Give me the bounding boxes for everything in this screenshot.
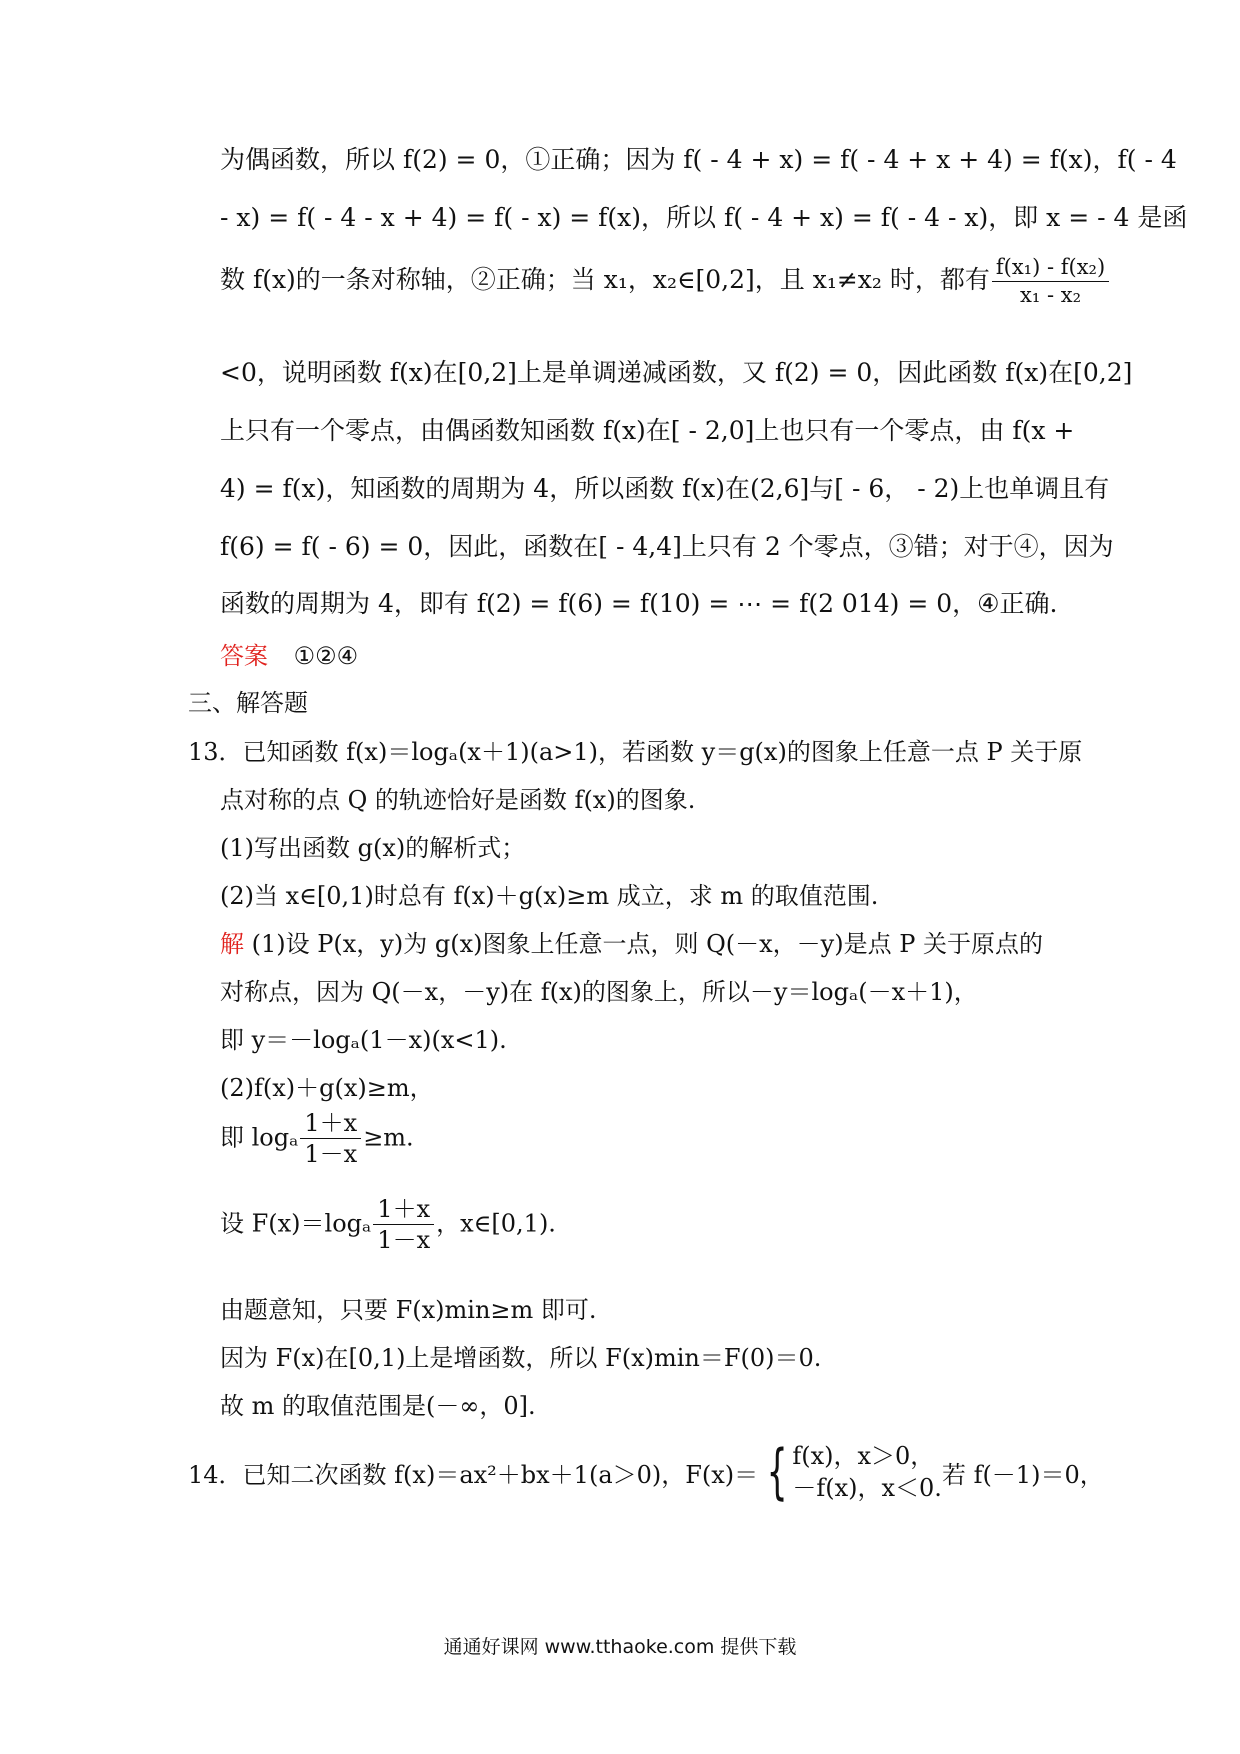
- answer-label: 答案: [220, 642, 268, 670]
- fraction-numerator: 1＋x: [300, 1110, 361, 1139]
- inequality-suffix: ≥m.: [363, 1123, 414, 1152]
- log-prefix: 即 logₐ: [220, 1123, 299, 1152]
- problem13-stem1: 已知函数 f(x)＝logₐ(x＋1)(a>1)，若函数 y＝g(x)的图象上任意一点 P 关于原: [242, 738, 1083, 766]
- footer: 通通好课网 www.tthaoke.com 提供下载: [443, 1636, 797, 1658]
- solution12-line3-text: 数 f(x)的一条对称轴，②正确；当 x₁，x₂∈[0,2]，且 x₁≠x₂ 时，都有: [220, 265, 990, 295]
- solution12-line3: [220, 256, 1111, 307]
- solution12-line1: 为偶函数，所以 f(2) = 0，①正确；因为 f( - 4 + x) = f( - 4 + x + 4) = f(x)，f( - 4: [220, 145, 1177, 174]
- solution12-line2: - x) = f( - 4 - x + 4) = f( - x) = f(x)，所以 f( - 4 + x) = f( - 4 - x)，即 x = - 4 是函: [220, 203, 1188, 232]
- problem14-piece: [188, 1437, 1104, 1508]
- problem13-solution-line6: [220, 1196, 556, 1254]
- problem13-solution-line1: [220, 924, 1043, 959]
- fraction-numerator: 1＋x: [373, 1196, 434, 1225]
- problem13-solution-line2: 对称点，因为 Q(－x，－y)在 f(x)的图象上，所以－y＝logₐ(－x＋1)，: [220, 978, 978, 1006]
- log-argument-fraction: [300, 1110, 361, 1168]
- fraction-denominator: 1－x: [377, 1226, 431, 1255]
- F-argument-fraction: [373, 1196, 434, 1254]
- F-domain: ，x∈[0,1).: [436, 1209, 556, 1238]
- piecewise-cases: [792, 1440, 942, 1505]
- fraction-numerator: f(x₁) - f(x₂): [992, 256, 1109, 282]
- problem13-solution-line5: [220, 1110, 414, 1168]
- problem13-solution-line3: 即 y＝－logₐ(1－x)(x<1).: [220, 1026, 507, 1054]
- problem13-sol1: (1)设 P(x，y)为 g(x)图象上任意一点，则 Q(－x，－y)是点 P 关于原点的: [244, 930, 1044, 958]
- problem13-number: 13．: [188, 738, 243, 766]
- case2: －f(x)，x＜0.: [792, 1474, 942, 1503]
- problem14-number: 14．: [188, 1460, 243, 1489]
- problem14-stem: [188, 1437, 1104, 1508]
- fraction-denominator: 1－x: [304, 1140, 358, 1169]
- F-definition-prefix: 设 F(x)＝logₐ: [220, 1209, 372, 1238]
- answer-value: ①②④: [293, 642, 359, 670]
- problem13-solution-line4: (2)f(x)＋g(x)≥m，: [220, 1074, 434, 1102]
- problem13-solution-line8: 因为 F(x)在[0,1)上是增函数，所以 F(x)min＝F(0)＝0.: [220, 1344, 822, 1372]
- problem13-solution-line9: 故 m 的取值范围是(－∞，0].: [220, 1392, 536, 1420]
- problem13-part1: (1)写出函数 g(x)的解析式；: [220, 834, 526, 862]
- difference-quotient: [992, 256, 1109, 307]
- fraction-denominator: x₁ - x₂: [1020, 283, 1081, 308]
- problem13-solution-line7: 由题意知，只要 F(x)min≥m 即可.: [220, 1296, 597, 1324]
- answer12: [220, 636, 358, 671]
- problem13-stem-line1: [188, 732, 1082, 767]
- solution12-line8: 函数的周期为 4，即有 f(2) = f(6) = f(10) = ⋯ = f(2 014) = 0，④正确.: [220, 589, 1058, 618]
- problem13-stem-line2: 点对称的点 Q 的轨迹恰好是函数 f(x)的图象.: [220, 786, 696, 814]
- solution-label: 解: [220, 930, 244, 958]
- solution12-line4: <0，说明函数 f(x)在[0,2]上是单调递减函数，又 f(2) = 0，因此函数 f(x)在[0,2]: [220, 358, 1133, 387]
- case1: f(x)，x＞0，: [792, 1442, 935, 1470]
- solution12-line6: 4) = f(x)，知函数的周期为 4，所以函数 f(x)在(2,6]与[ - 6， - 2)上也单调且有: [220, 474, 1110, 503]
- problem13-part2: (2)当 x∈[0,1)时总有 f(x)＋g(x)≥m 成立，求 m 的取值范围.: [220, 882, 879, 910]
- solution12-line7: f(6) = f( - 6) = 0，因此，函数在[ - 4,4]上只有 2 个零点，③错；对于④，因为: [220, 532, 1114, 561]
- problem14-pre: 已知二次函数 f(x)＝ax²＋bx＋1(a＞0)，F(x)＝: [242, 1460, 759, 1489]
- section-title: 三、解答题: [188, 689, 308, 717]
- left-brace-icon: {: [766, 1437, 788, 1508]
- solution12-line5: 上只有一个零点，由偶函数知函数 f(x)在[ - 2,0]上也只有一个零点，由 f(x +: [220, 416, 1075, 445]
- problem14-post: 若 f(－1)＝0，: [941, 1460, 1104, 1489]
